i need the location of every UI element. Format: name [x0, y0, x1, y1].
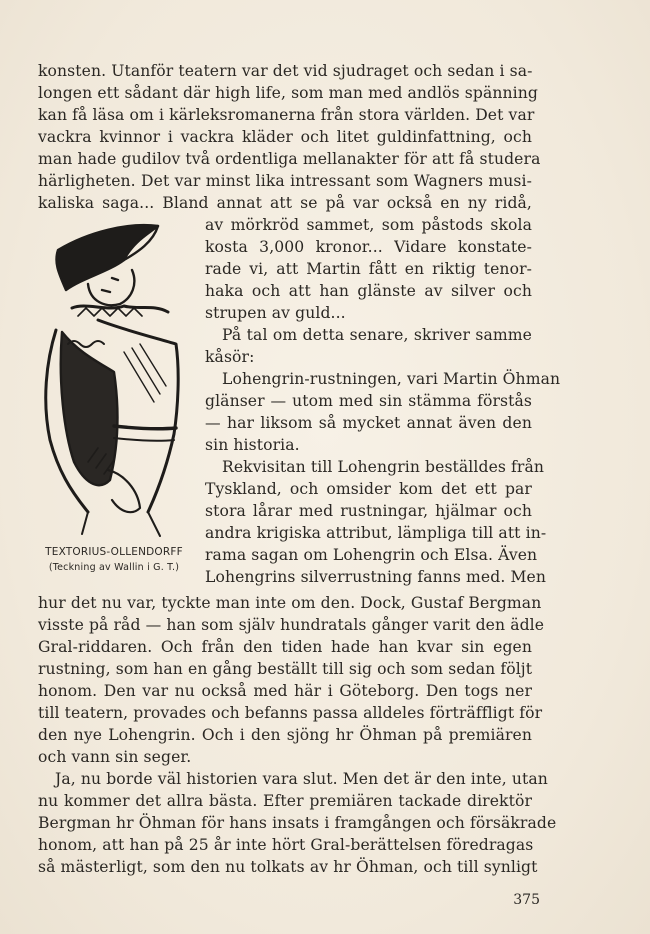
body-line: rustning, som han en gång beställt till sig och som sedan följt	[38, 660, 533, 678]
body-line: och vann sin seger.	[38, 748, 192, 766]
body-line: strupen av guld...	[205, 304, 346, 322]
body-line: Bergman hr Öhman för hans insats i framgången och försäkrade	[38, 814, 557, 832]
body-line: härligheten. Det var minst lika intressant som Wagners musi-	[38, 172, 532, 190]
body-line: rade vi, att Martin fått en riktig tenor-	[205, 260, 532, 278]
body-line: Rekvisitan till Lohengrin beställdes från	[222, 458, 545, 476]
body-line: kan få läsa om i kärleksromanerna från stora världen. Det var	[38, 106, 535, 124]
page-number: 375	[513, 892, 540, 908]
body-line: av mörkröd sammet, som påstods skola	[205, 216, 532, 234]
hat-shape	[56, 225, 158, 290]
body-line: till teatern, provades och befanns passa alldeles förträffligt för	[38, 704, 543, 722]
body-line: longen ett sådant där high life, som man med andlös spänning	[38, 84, 538, 102]
body-line: vackra kvinnor i vackra kläder och litet guldinfattning, och	[38, 128, 532, 146]
body-line: kosta 3,000 kronor... Vidare konstate-	[205, 238, 532, 256]
body-line: honom, att han på 25 år inte hört Gral-berättelsen föredragas	[38, 836, 534, 854]
body-line: man hade gudilov två ordentliga mellanakter för att få studera	[38, 150, 541, 168]
ink-drawing-illustration	[28, 212, 200, 542]
figure-caption-credit: (Teckning av Wallin i G. T.)	[48, 562, 180, 573]
body-line: glänser — utom med sin stämma förstås	[205, 392, 532, 410]
body-line: — har liksom så mycket annat även den	[205, 414, 532, 432]
body-line: hur det nu var, tyckte man inte om den. Dock, Gustaf Bergman	[38, 594, 542, 612]
body-line: kaliska saga... Bland annat att se på var också en ny ridå,	[38, 194, 532, 212]
body-line: rama sagan om Lohengrin och Elsa. Även	[205, 546, 538, 564]
body-line: Tyskland, och omsider kom det ett par	[205, 480, 532, 498]
body-line: visste på råd — han som själv hundratals gånger varit den ädle	[38, 616, 545, 634]
body-line: Gral-riddaren. Och från den tiden hade han kvar sin egen	[38, 638, 532, 656]
body-line: Lohengrin-rustningen, vari Martin Öhman	[222, 370, 561, 388]
body-line: andra krigiska attribut, lämpliga till att in-	[205, 524, 547, 542]
body-line: honom. Den var nu också med här i Göteborg. Den togs ner	[38, 682, 532, 700]
body-line: den nye Lohengrin. Och i den sjöng hr Öhman på premiären	[38, 726, 532, 744]
body-line: kåsör:	[205, 348, 255, 366]
figure-caption-title: TEXTORIUS-OLLENDORFF	[45, 546, 183, 558]
body-line: Ja, nu borde väl historien vara slut. Men det är den inte, utan	[55, 770, 548, 788]
body-line: stora lårar med rustningar, hjälmar och	[205, 502, 532, 520]
body-line: Lohengrins silverrustning fanns med. Men	[205, 568, 546, 586]
body-line: nu kommer det allra bästa. Efter premiären tackade direktör	[38, 792, 532, 810]
body-line: så mästerligt, som den nu tolkats av hr Öhman, och till synligt	[38, 858, 538, 876]
body-line: På tal om detta senare, skriver samme	[222, 326, 532, 344]
body-line: haka och att han glänste av silver och	[205, 282, 532, 300]
hand-outline	[108, 470, 140, 512]
body-line: sin historia.	[205, 436, 300, 454]
body-line: konsten. Utanför teatern var det vid sjudraget och sedan i sa-	[38, 62, 533, 80]
